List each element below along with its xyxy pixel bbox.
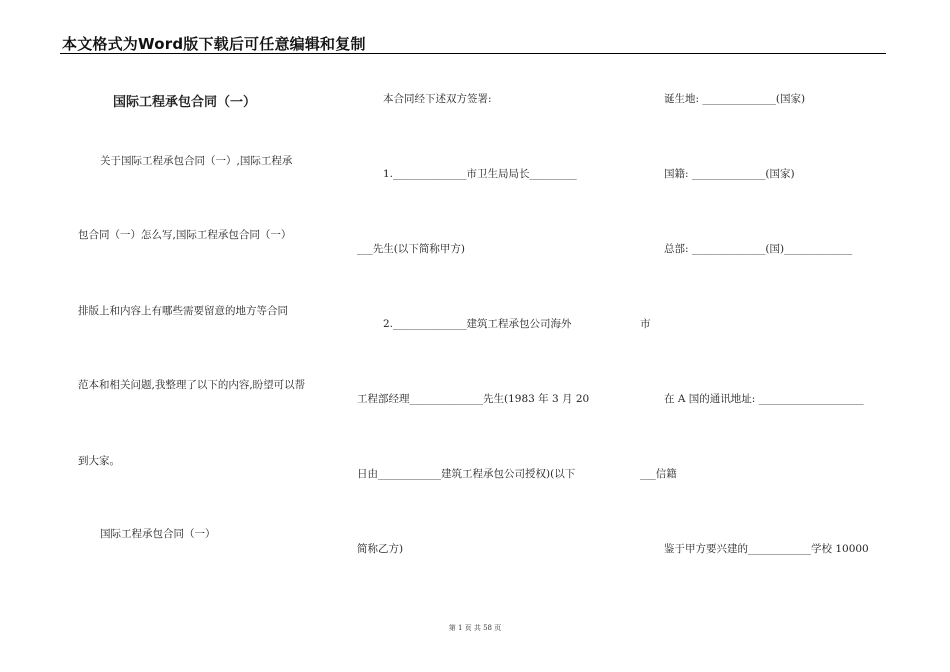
party-b-line-1: 2.______________建筑工程承包公司海外 [383, 318, 572, 330]
header-divider [60, 53, 886, 54]
party-b-line-4: 简称乙方) [357, 543, 404, 555]
intro-line-1: 关于国际工程承包合同（一）,国际工程承 [100, 155, 293, 167]
party-b-line-3: 日由____________建筑工程承包公司授权)(以下 [357, 468, 576, 480]
party-b-line-2: 工程部经理______________先生(1983 年 3 月 20 [357, 393, 590, 405]
party-a-line-1: 1.______________市卫生局局长_________ [383, 168, 577, 180]
intro-line-5: 到大家。 [78, 455, 120, 467]
headquarters-field: 总部: ______________(国)_____________ [664, 243, 853, 255]
address-field: 在 A 国的通讯地址: ____________________ [664, 393, 864, 405]
section-heading: 国际工程承包合同（一） [100, 528, 216, 540]
whereas-clause: 鉴于甲方要兴建的____________学校 10000 [664, 543, 869, 555]
intro-line-4: 范本和相关问题,我整理了以下的内容,盼望可以帮 [78, 379, 306, 391]
intro-line-3: 排版上和内容上有哪些需要留意的地方等合同 [78, 305, 288, 317]
nationality-field: 国籍: ______________(国家) [664, 168, 795, 180]
document-header-title: 本文格式为Word版下载后可任意编辑和复制 [62, 35, 366, 53]
contract-title: 国际工程承包合同（一） [113, 95, 257, 110]
party-a-line-2: ___先生(以下简称甲方) [357, 243, 465, 255]
page-number: 第 1 页 共 58 页 [448, 624, 502, 632]
intro-line-2: 包合同（一）怎么写,国际工程承包合同（一） [78, 229, 292, 241]
signing-intro: 本合同经下述双方签署: [383, 93, 492, 105]
birthplace-field: 诞生地: ______________(国家) [664, 93, 806, 105]
party-b-nationality: ___信籍 [640, 468, 677, 480]
party-b-city: 市 [640, 318, 651, 330]
